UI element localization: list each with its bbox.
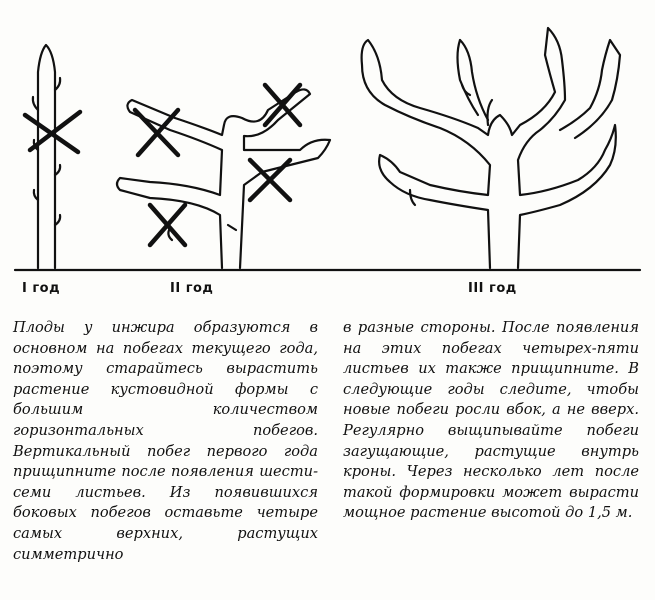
year-label-2: II год <box>170 281 214 296</box>
tree-year-3 <box>362 28 620 268</box>
text-column-right: в разные стороны. После появления на этих побегах четырех-пяти листьев их также прищипните. В следующие годы следите, чтобы новые побеги росли вбок, а не вверх. Регулярно выщипывайте побеги загущающие, растущие внутрь кроны. Через несколько лет после такой формировки может вырасти мощное растение высотой до 1,5 м. <box>343 319 639 522</box>
text-column-left: Плоды у инжира образуются в основном на побегах текущего года, поэтому старайтесь вырастить растение кустовидной формы с большим количеством горизонтальных побегов. Вертикальный побег первого года прищипните после появления шести-семи листьев. Из появившихся боковых побегов оставьте четыре самых верхних, растущих симметрично <box>13 319 318 563</box>
tree-year-1 <box>25 45 80 268</box>
cross-mark <box>25 112 80 152</box>
cross-mark <box>150 205 185 245</box>
tree-year-2 <box>117 85 330 268</box>
year-label-3: III год <box>468 281 517 296</box>
cross-mark <box>135 110 178 155</box>
cross-mark <box>250 160 290 200</box>
year-label-1: I год <box>22 281 61 296</box>
